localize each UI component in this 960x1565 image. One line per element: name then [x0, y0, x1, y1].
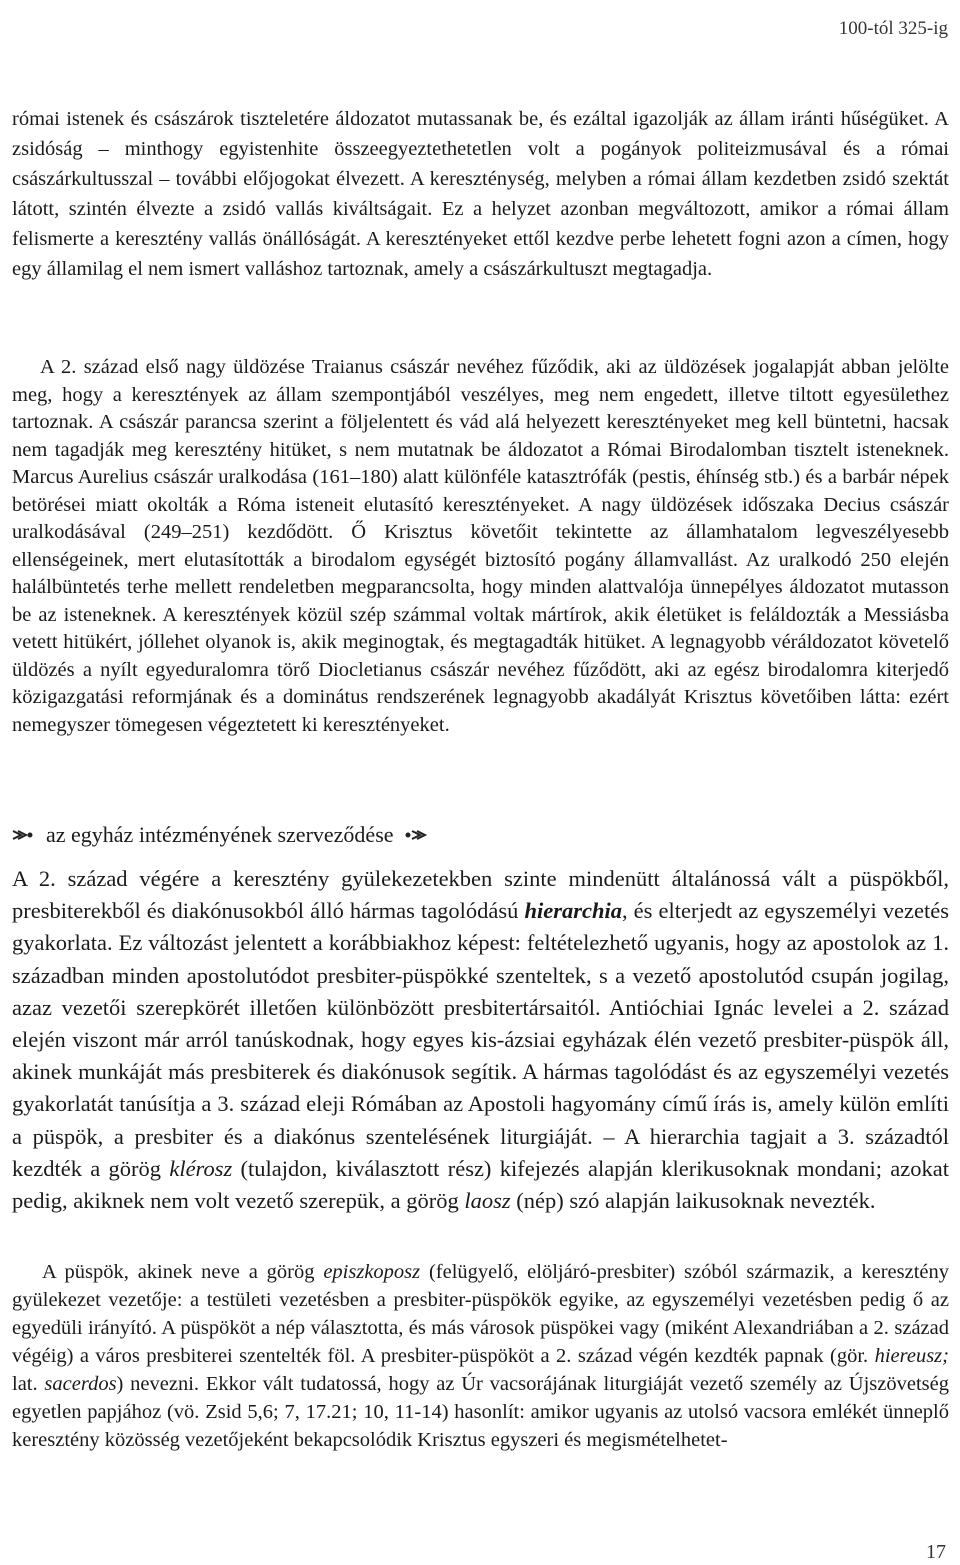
- p4-text-4: ) nevezni. Ekkor vált tudatossá, hogy az Úr vacsorájának liturgiáját vezető személy az Újszövetség egyetlen papjához (vö. Zsid 5,6; 7, 17.21; 10, 11-14) hasonlít: amikor ugyanis az utolsó vacsora emlékét ünneplő keresztény közösség vezetőjeként bekapcsolódik Krisztus egyszeri és megismételhetet-: [12, 1373, 950, 1451]
- p4-text-1: A püspök, akinek neve a görög: [42, 1261, 324, 1283]
- term-sacerdos: sacerdos: [44, 1373, 117, 1395]
- p4-text-3: lat.: [12, 1373, 45, 1395]
- term-episzkoposz: episzkoposz: [323, 1261, 421, 1283]
- p3-text-2: , és elterjedt az egyszemélyi vezetés gyakorlata. Ez változást jelentett a korábbiakhoz képest: feltételezhető ugyanis, hogy az apostolok az 1. században minden apostolutódot presbiter-püspökké szenteltek, s a vezető apostolutód csupán jogilag, azaz vezetői szerepkörét illetően különbözött presbitertársaitól. Antióchiai Ignác levelei a 2. század elején viszont már arról tanúskodnak, hogy egyes kis-ázsiai egyházak élén vezető presbiter-püspök áll, akinek munkáját más presbiterek és diakónusok segítik. A hármas tagolódást és az egyszemélyi vezetés gyakorlatát tanúsítja a 3. század eleji Rómában az Apostoli hagyomány című írás is, amely külön említi a püspök, a presbiter és a diakónus szentelésének liturgiáját. – A hierarchia tagjait a 3. századtól kezdték a görög: [12, 898, 949, 1181]
- p3-text-4: (nép) szó alapján laikusoknak nevezték.: [510, 1188, 876, 1214]
- p4-text-2: (felügyelő, elöljáró-presbiter) szóból származik, a keresztény gyülekezet vezetője: a testületi vezetésben a presbiter-püspökök egyike, az egyszemélyi vezetésben pedig ő az egyedüli irányító. A püspököt a nép választotta, és más városok püspökei vagy (miként Alexandriában a 2. század végéig) a város presbiterei szentelték föl. A presbiter-püspököt a 2. század végén kezdték papnak (gör.: [12, 1261, 949, 1367]
- p3-text-3: (tulajdon, kiválasztott rész) kifejezés alapján klerikusoknak mondani; azokat pedig, akiknek nem volt vezető szerepük, a görög: [12, 1155, 949, 1214]
- paragraph-persecution-intro: római istenek és császárok tiszteletére áldozatot mutassanak be, és ezáltal igazolják az állam iránti hűségüket. A zsidóság – minthogy egyistenhite összeegyeztethetetlen volt a pogányok politeizmusával és a római császárkultusszal – további előjogokat élvezett. A kereszténység, melyben a római állam kezdetben zsidó szektát látott, szintén élvezte a zsidó vallás kiváltságait. Ez a helyzet azonban megváltozott, amikor a római állam felismerte a keresztény vallás önállóságát. A keresztényeket ettől kezdve perbe lehetett fogni azon a címen, hogy egy államilag el nem ismert valláshoz tartoznak, amely a császárkultuszt megtagadja.: [12, 108, 949, 280]
- p3-text-1: A 2. század végére a keresztény gyülekezetekben szinte mindenütt általánossá vált a püspökből, presbiterekből és diakónusokból álló hármas tagolódású: [12, 866, 949, 924]
- ornament-left-icon: [12, 828, 36, 842]
- page-range-header: 100-tól 325-ig: [838, 18, 948, 39]
- paragraph-bishop: [12, 1258, 949, 1454]
- section-heading: [12, 822, 428, 848]
- paragraph-persecutions: A 2. század első nagy üldözése Traianus császár nevéhez fűződik, aki az üldözések jogalapját abban jelölte meg, hogy a keresztények az állam szempontjából veszélyes, meg nem engedett, illetve tiltott egyesülethez tartoznak. A császár parancsa szerint a följelentett és vád alá helyezett keresztényeket meg kell büntetni, hacsak nem tagadják meg keresztény hitüket, s nem mutatnak be áldozatot a Római Birodalomban tisztelt isteneknek. Marcus Aurelius császár uralkodása (161–180) alatt különféle katasztrófák (pestis, éhínség stb.) és a barbár népek betörései miatt okolták a Róma isteneit elutasító keresztényeket. A nagy üldözések időszaka Decius császár uralkodásával (249–251) kezdődött. Ő Krisztus követőit tekintette az államhatalom legveszélyesebb ellenségeinek, mert elutasították a birodalom egységét biztosító pogány államvallást. Az uralkodó 250 elején halálbüntetés terhe mellett rendeletben megparancsolta, hogy minden alattvalója ünnepélyes áldozatot mutasson be az isteneknek. A keresztények közül szép számmal voltak mártírok, akik életüket is feláldozták a Messiásba vetett hitükért, jóllehet olyanok is, akik meginogtak, és megtagadták hitüket. A legnagyobb véráldozatot követelő üldözés a nyílt egyeduralomra törő Diocletianus császár nevéhez fűződött, aki az egész birodalomra kiterjedő közigazgatási reformjának és a dominátus rendszerének legnagyobb akadályát Krisztus követőiben látta: ezért nemegyszer tömegesen végeztetett ki keresztényeket.: [12, 356, 949, 736]
- term-hiereusz: hiereusz;: [874, 1345, 949, 1367]
- term-hierarchia: hierarchia: [524, 898, 622, 924]
- page-number: 17: [926, 1541, 946, 1563]
- ornament-right-icon: [404, 828, 428, 842]
- section-heading-text: az egyház intézményének szerveződése: [46, 822, 394, 847]
- term-laos: laosz: [464, 1188, 511, 1214]
- term-kleros: klérosz: [169, 1155, 233, 1181]
- paragraph-church-organization: [12, 863, 949, 1217]
